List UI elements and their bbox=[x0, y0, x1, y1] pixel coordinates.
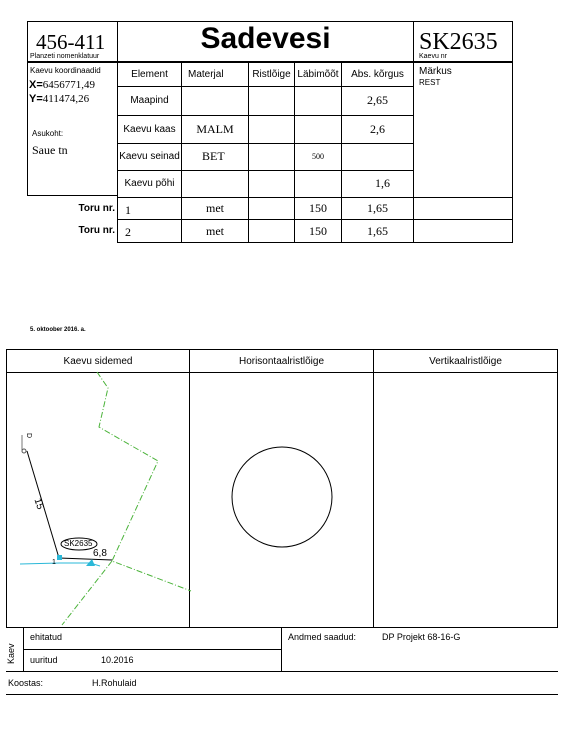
row-material: MALM bbox=[196, 121, 234, 136]
well-marker bbox=[57, 555, 62, 560]
studied-label: uuritud bbox=[30, 655, 58, 665]
col-header-element: Element bbox=[131, 68, 168, 80]
col-header-remark: Märkus bbox=[419, 66, 452, 77]
pipe-start-marker bbox=[22, 449, 26, 453]
row-material: BET bbox=[202, 149, 225, 163]
coordinate-x-value: 6456771,49 bbox=[42, 79, 96, 91]
footer-side-label: Kaev bbox=[6, 643, 16, 664]
pipe-abs-height: 1,65 bbox=[367, 201, 388, 215]
nomenclature-label: Planzeti nomenklatuur bbox=[30, 53, 100, 60]
row-element: Kaevu põhi bbox=[124, 178, 175, 189]
panel-title-vertical: Vertikaalristlõige bbox=[429, 355, 502, 367]
coordinates-label: Kaevu koordinaadid bbox=[30, 66, 101, 75]
property-boundary-line bbox=[62, 561, 112, 625]
data-source-value: DP Projekt 68-16-G bbox=[382, 632, 461, 642]
panel-title-horizontal: Horisontaalristlõige bbox=[238, 355, 325, 367]
row-element: Maapind bbox=[130, 95, 169, 106]
location-label: Asukoht: bbox=[32, 129, 64, 138]
row-abs-height: 2,6 bbox=[370, 121, 385, 136]
col-header-abs-height: Abs. kõrgus bbox=[351, 68, 404, 80]
pipe-label: Toru nr. bbox=[78, 203, 115, 214]
built-label: ehitatud bbox=[30, 632, 63, 642]
pipe-diameter: 150 bbox=[309, 223, 327, 238]
pipe-start-marker-label: D bbox=[25, 432, 33, 439]
pipe-diameter: 150 bbox=[309, 201, 327, 215]
property-boundary-line bbox=[97, 372, 191, 591]
well-id-label: Kaevu nr bbox=[419, 53, 448, 60]
pipe-material: met bbox=[206, 201, 224, 215]
col-header-material: Materjal bbox=[188, 68, 224, 80]
pipe-number: 2 bbox=[125, 225, 131, 239]
nomenclature-number: 456-411 bbox=[36, 30, 106, 54]
pipe-number: 1 bbox=[125, 203, 131, 217]
well-label: SK2635 bbox=[64, 539, 93, 548]
col-header-diameter: Läbimõõt bbox=[297, 68, 339, 80]
well-id: SK2635 bbox=[419, 29, 498, 55]
pipe-material: met bbox=[206, 223, 224, 238]
pipe-abs-height: 1,65 bbox=[367, 223, 388, 238]
author-value: H.Rohulaid bbox=[92, 678, 137, 688]
row-element: Kaevu kaas bbox=[123, 123, 176, 135]
col-header-cross-section: Ristlõige bbox=[252, 68, 291, 80]
row-abs-height: 2,65 bbox=[367, 93, 388, 107]
remark-value: REST bbox=[419, 78, 441, 87]
location-value: Saue tn bbox=[32, 143, 68, 157]
document-date: 5. oktoober 2016. a. bbox=[30, 327, 86, 333]
coordinate-x-label: X= bbox=[29, 79, 43, 91]
horizontal-section-circle bbox=[232, 447, 332, 547]
coordinate-y-value: 411474,26 bbox=[42, 93, 90, 105]
studied-value: 10.2016 bbox=[101, 655, 134, 665]
data-source-label: Andmed saadud: bbox=[288, 632, 357, 642]
page-title: Sadevesi bbox=[200, 22, 331, 55]
panel-title-connections: Kaevu sidemed bbox=[63, 355, 133, 367]
pipe-label: Toru nr. bbox=[78, 225, 115, 236]
author-label: Koostas: bbox=[8, 678, 44, 688]
coordinate-y-label: Y= bbox=[29, 93, 43, 105]
row-diameter: 500 bbox=[312, 152, 324, 161]
pipe-length-label: 15 bbox=[31, 497, 46, 511]
pipe-number-marker: 1 bbox=[52, 559, 56, 566]
distance-label: 6,8 bbox=[93, 548, 107, 559]
row-element: Kaevu seinad bbox=[119, 151, 180, 162]
row-abs-height: 1,6 bbox=[375, 176, 390, 190]
